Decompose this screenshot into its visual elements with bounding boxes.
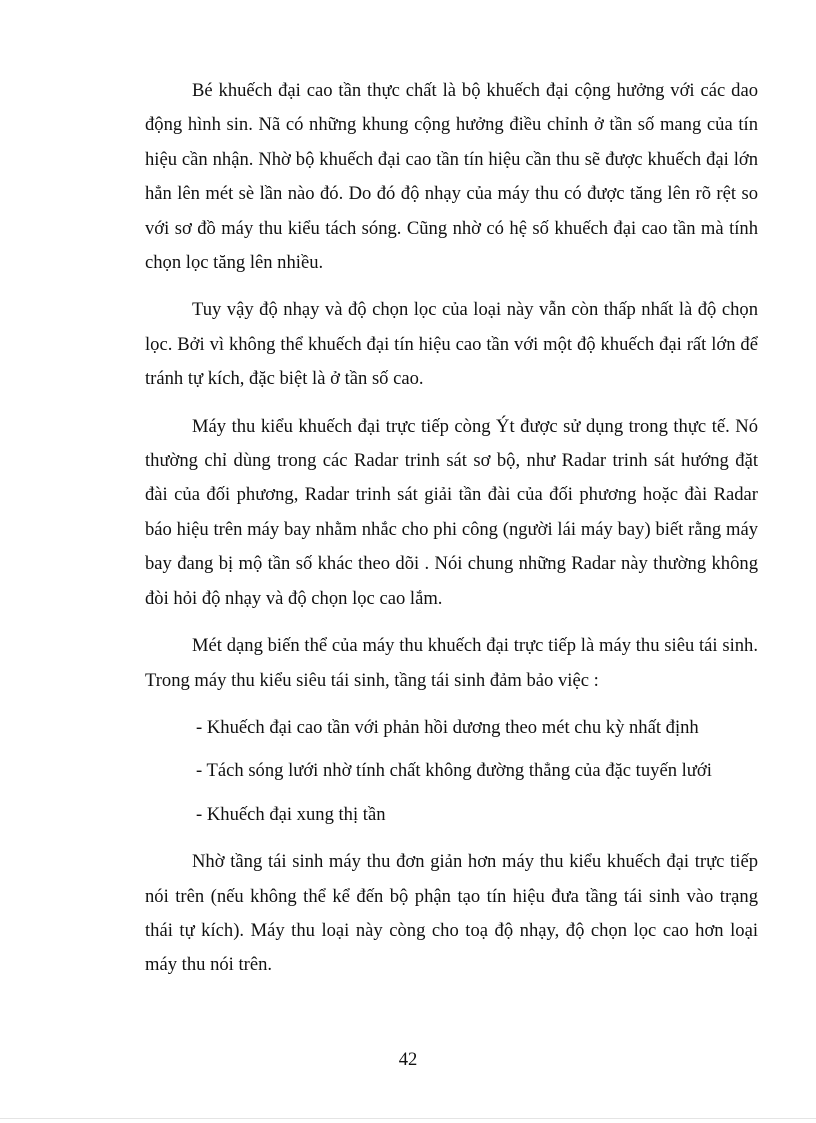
page-bottom-divider <box>0 1118 816 1119</box>
paragraph-2: Tuy vậy độ nhạy và độ chọn lọc của loại này vẫn còn thấp nhất là độ chọn lọc. Bởi vì không thể khuếch đại tín hiệu cao tần với một độ khuếch đại rất lớn để tránh tự kích, đặc biệt là ở tần số cao. <box>145 299 758 390</box>
paragraph-3: Máy thu kiểu khuếch đại trực tiếp còng Ýt được sử dụng trong thực tế. Nó thường chỉ dùng trong các Radar trinh sát sơ bộ, như Radar trinh sát hướng đặt đài của đối phương, Radar trinh sát giải tần đài của đối phương hoặc đài Radar báo hiệu trên máy bay nhằm nhắc cho phi công (người lái máy bay) biết rằng máy bay đang bị mộ tần số khác theo dõi . Nói chung những Radar này thường không đòi hỏi độ nhạy và độ chọn lọc cao lắm. <box>145 415 758 609</box>
bullet-item-3: - Khuếch đại xung thị tần <box>196 803 386 825</box>
paragraph-5: Nhờ tầng tái sinh máy thu đơn giản hơn máy thu kiểu khuếch đại trực tiếp nói trên (nếu không thể kể đến bộ phận tạo tín hiệu đưa tầng tái sinh vào trạng thái tự kích). Máy thu loại này còng cho toạ độ nhạy, độ chọn lọc cao hơn loại máy thu nói trên. <box>145 851 758 976</box>
paragraph-4: Mét dạng biến thể của máy thu khuếch đại trực tiếp là máy thu siêu tái sinh. Trong máy thu kiểu siêu tái sinh, tầng tái sinh đảm bảo việc : <box>145 635 758 691</box>
paragraph-1: Bé khuếch đại cao tần thực chất là bộ khuếch đại cộng hưởng với các dao động hình sin. Nã có những khung cộng hưởng điều chỉnh ở tần số mang của tín hiệu cần nhận. Nhờ bộ khuếch đại cao tần tín hiệu cần thu sẽ được khuếch đại lớn hẳn lên mét sè lần nào đó. Do đó độ nhạy của máy thu có được tăng lên rõ rệt so với sơ đồ máy thu kiểu tách sóng. Cũng nhờ có hệ số khuếch đại cao tần mà tính chọn lọc tăng lên nhiều. <box>145 80 758 274</box>
bullet-item-1: - Khuếch đại cao tần với phản hồi dương theo mét chu kỳ nhất định <box>196 716 699 738</box>
page-body <box>145 74 758 996</box>
page-number: 42 <box>398 1049 418 1070</box>
bullet-item-2: - Tách sóng lưới nhờ tính chất không đường thẳng của đặc tuyến lưới <box>196 760 712 782</box>
